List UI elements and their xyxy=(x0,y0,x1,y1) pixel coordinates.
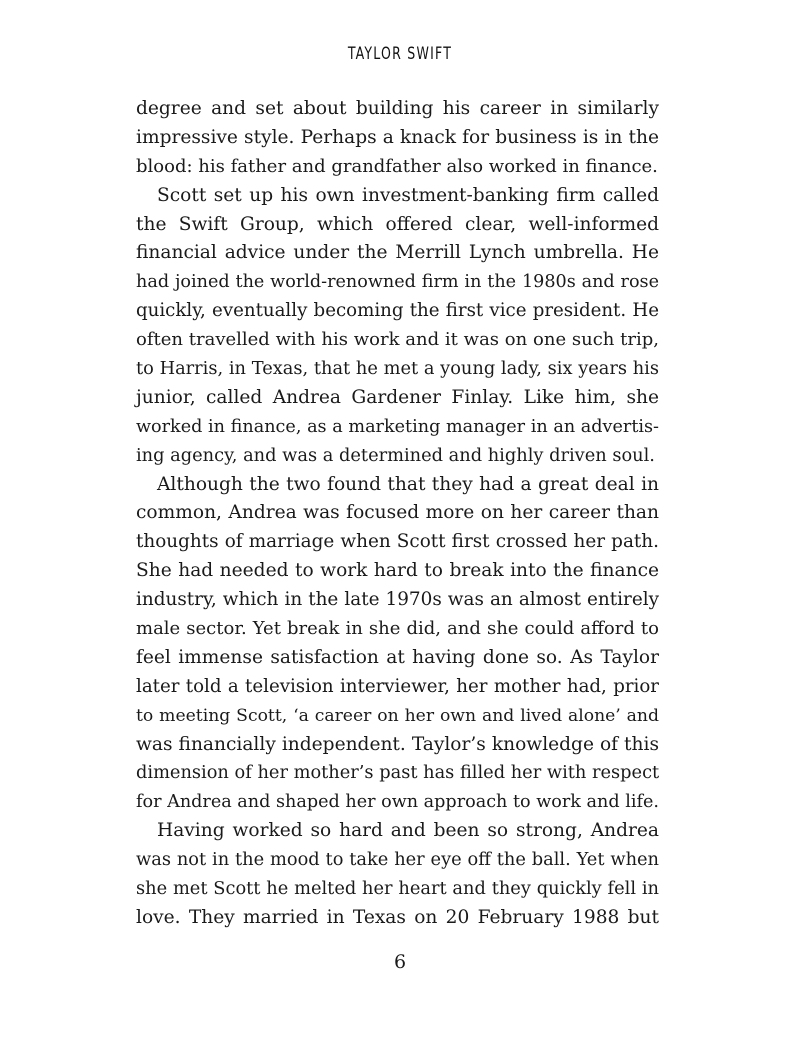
text-line: blood: his father and grandfather also worked in finance. xyxy=(136,155,658,177)
text-line: impressive style. Perhaps a knack for business is in the xyxy=(136,126,659,148)
text-line: often travelled with his work and it was on one such trip, xyxy=(136,329,659,351)
text-line: degree and set about building his career in similarly xyxy=(136,98,659,119)
text-line: male sector. Yet break in she did, and she could afford to xyxy=(136,618,659,640)
text-line: She had needed to work hard to break into the finance xyxy=(136,560,659,582)
text-line: financial advice under the Merrill Lynch umbrella. He xyxy=(136,242,659,264)
text-line: worked in finance, as a marketing manager in an advertis- xyxy=(136,416,659,437)
text-line: dimension of her mother’s past has filled her with respect xyxy=(136,762,660,784)
text-line: to meeting Scott, ‘a career on her own and lived alone’ and xyxy=(136,705,659,726)
text-line: junior, called Andrea Gardener Finlay. Like him, she xyxy=(136,386,659,408)
text-line: later told a television interviewer, her mother had, prior xyxy=(136,675,659,697)
text-line: feel immense satisfaction at having done so. As Taylor xyxy=(136,646,659,668)
text-line: the Swift Group, which offered clear, well-informed xyxy=(136,213,659,235)
text-line: ing agency, and was a determined and highly driven soul. xyxy=(136,444,655,466)
text-line: was not in the mood to take her eye off the ball. Yet when xyxy=(136,849,659,871)
text-line: Although the two found that they had a great deal in xyxy=(157,473,659,495)
text-line: for Andrea and shaped her own approach to work and life. xyxy=(136,792,659,813)
text-line: industry, which in the late 1970s was an almost entirely xyxy=(136,589,659,611)
text-line: Scott set up his own investment-banking firm called xyxy=(157,184,659,206)
body-text xyxy=(136,95,659,933)
text-line: quickly, eventually becoming the first vice president. He xyxy=(136,300,659,322)
text-line: to Harris, in Texas, that he met a young lady, six years his xyxy=(136,358,659,380)
text-line: was financially independent. Taylor’s knowledge of this xyxy=(136,733,659,755)
text-line: she met Scott he melted her heart and they quickly fell in xyxy=(136,878,659,900)
text-line: thoughts of marriage when Scott first crossed her path. xyxy=(136,531,659,553)
text-line: Having worked so hard and been so strong, Andrea xyxy=(157,820,659,842)
text-line: had joined the world-renowned firm in the 1980s and rose xyxy=(136,272,659,293)
running-header: TAYLOR SWIFT xyxy=(347,44,453,64)
text-line: common, Andrea was focused more on her career than xyxy=(136,502,659,524)
text-line: love. They married in Texas on 20 February 1988 but xyxy=(136,906,659,928)
page-number: 6 xyxy=(393,951,407,973)
